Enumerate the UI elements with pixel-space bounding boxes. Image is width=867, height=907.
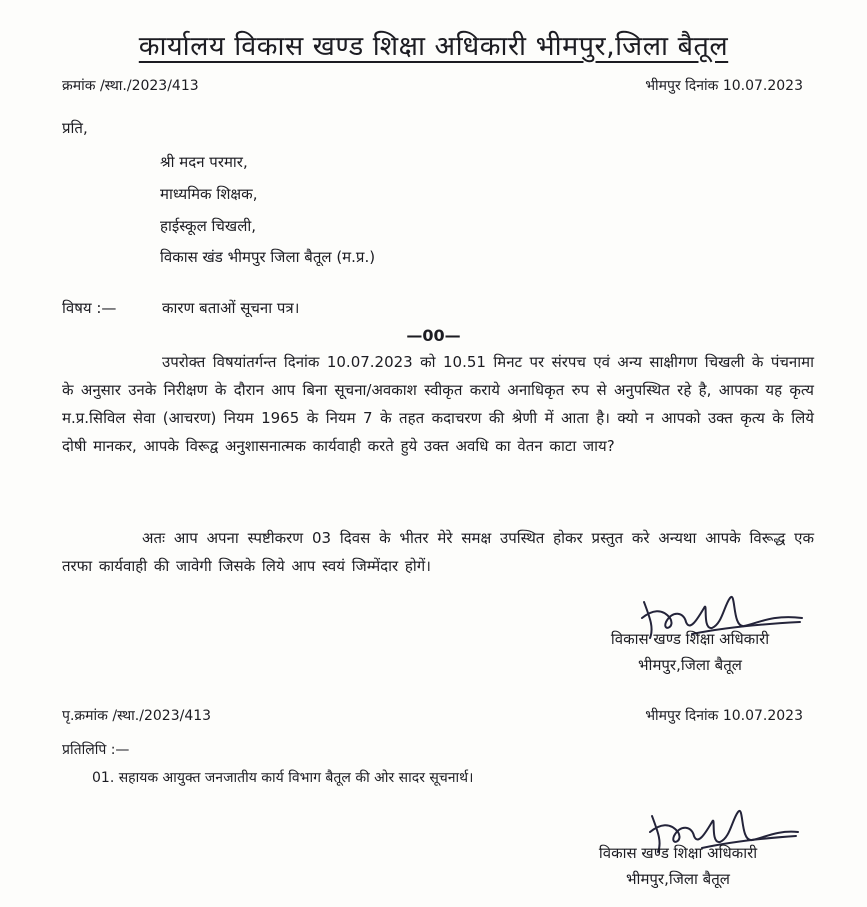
office-title: कार्यालय विकास खण्ड शिक्षा अधिकारी भीमपुर,जिला बैतूल bbox=[138, 31, 729, 62]
copy-to-label: प्रतिलिपि :— bbox=[62, 742, 130, 758]
addressee-line: विकास खंड भीमपुर जिला बैतूल (म.प्र.) bbox=[160, 248, 376, 266]
reference-number: क्रमांक /स्था./2023/413 bbox=[62, 78, 199, 94]
separator: —00— bbox=[406, 326, 461, 345]
addressee-line: हाईस्कूल चिखली, bbox=[160, 217, 257, 235]
subject-label: विषय :— bbox=[62, 299, 117, 317]
signatory-place-1: भीमपुर,जिला बैतूल bbox=[638, 656, 742, 674]
signatory-designation-2: विकास खण्ड शिक्षा अधिकारी bbox=[598, 844, 758, 862]
addressee-line: श्री मदन परमार, bbox=[160, 153, 248, 171]
body-paragraph-1: उपरोक्त विषयांतर्गन्त दिनांक 10.07.2023 को 10.51 मिनट पर संरपच एवं अन्य साक्षीगण चिखली के पंचनामा के अनुसार उनके निरीक्षण के दौरान आप बिना सूचना/अवकाश स्वीकृत कराये अनाधिकृत रुप से अनुपस्थित रहे है, आपका यह कृत्य म.प्र.सिविल सेवा (आचरण) नियम 1965 के नियम 7 के तहत कदाचरण की श्रेणी में आता है। क्यो न आपको उक्त कृत्य के लिये दोषी मानकर, आपके विरूद्व अनुशासनात्मक कार्यवाही करते हुये उक्त अवधि का वेतन काटा जाय? bbox=[62, 353, 814, 455]
copy-to-item: 01. सहायक आयुक्त जनजातीय कार्य विभाग बैतूल की ओर सादर सूचनार्थ। bbox=[92, 770, 474, 786]
signatory-designation-1: विकास खण्ड शिक्षा अधिकारी bbox=[610, 630, 770, 648]
endorsement-reference-number: पृ.क्रमांक /स्था./2023/413 bbox=[62, 708, 212, 724]
addressee-label: प्रति, bbox=[62, 119, 88, 137]
addressee-line: माध्यमिक शिक्षक, bbox=[160, 185, 258, 203]
place-date: भीमपुर दिनांक 10.07.2023 bbox=[645, 78, 803, 94]
endorsement-place-date: भीमपुर दिनांक 10.07.2023 bbox=[645, 708, 803, 724]
signatory-place-2: भीमपुर,जिला बैतूल bbox=[626, 870, 730, 888]
subject-text: कारण बताओं सूचना पत्र। bbox=[162, 299, 300, 317]
body-paragraph-2: अतः आप अपना स्पष्टीकरण 03 दिवस के भीतर मेरे समक्ष उपस्थित होकर प्रस्तुत करे अन्यथा आपके विरूद्ध एक तरफा कार्यवाही की जावेगी जिसके लिये आप स्वयं जिम्मेंदार होगें। bbox=[62, 529, 814, 575]
